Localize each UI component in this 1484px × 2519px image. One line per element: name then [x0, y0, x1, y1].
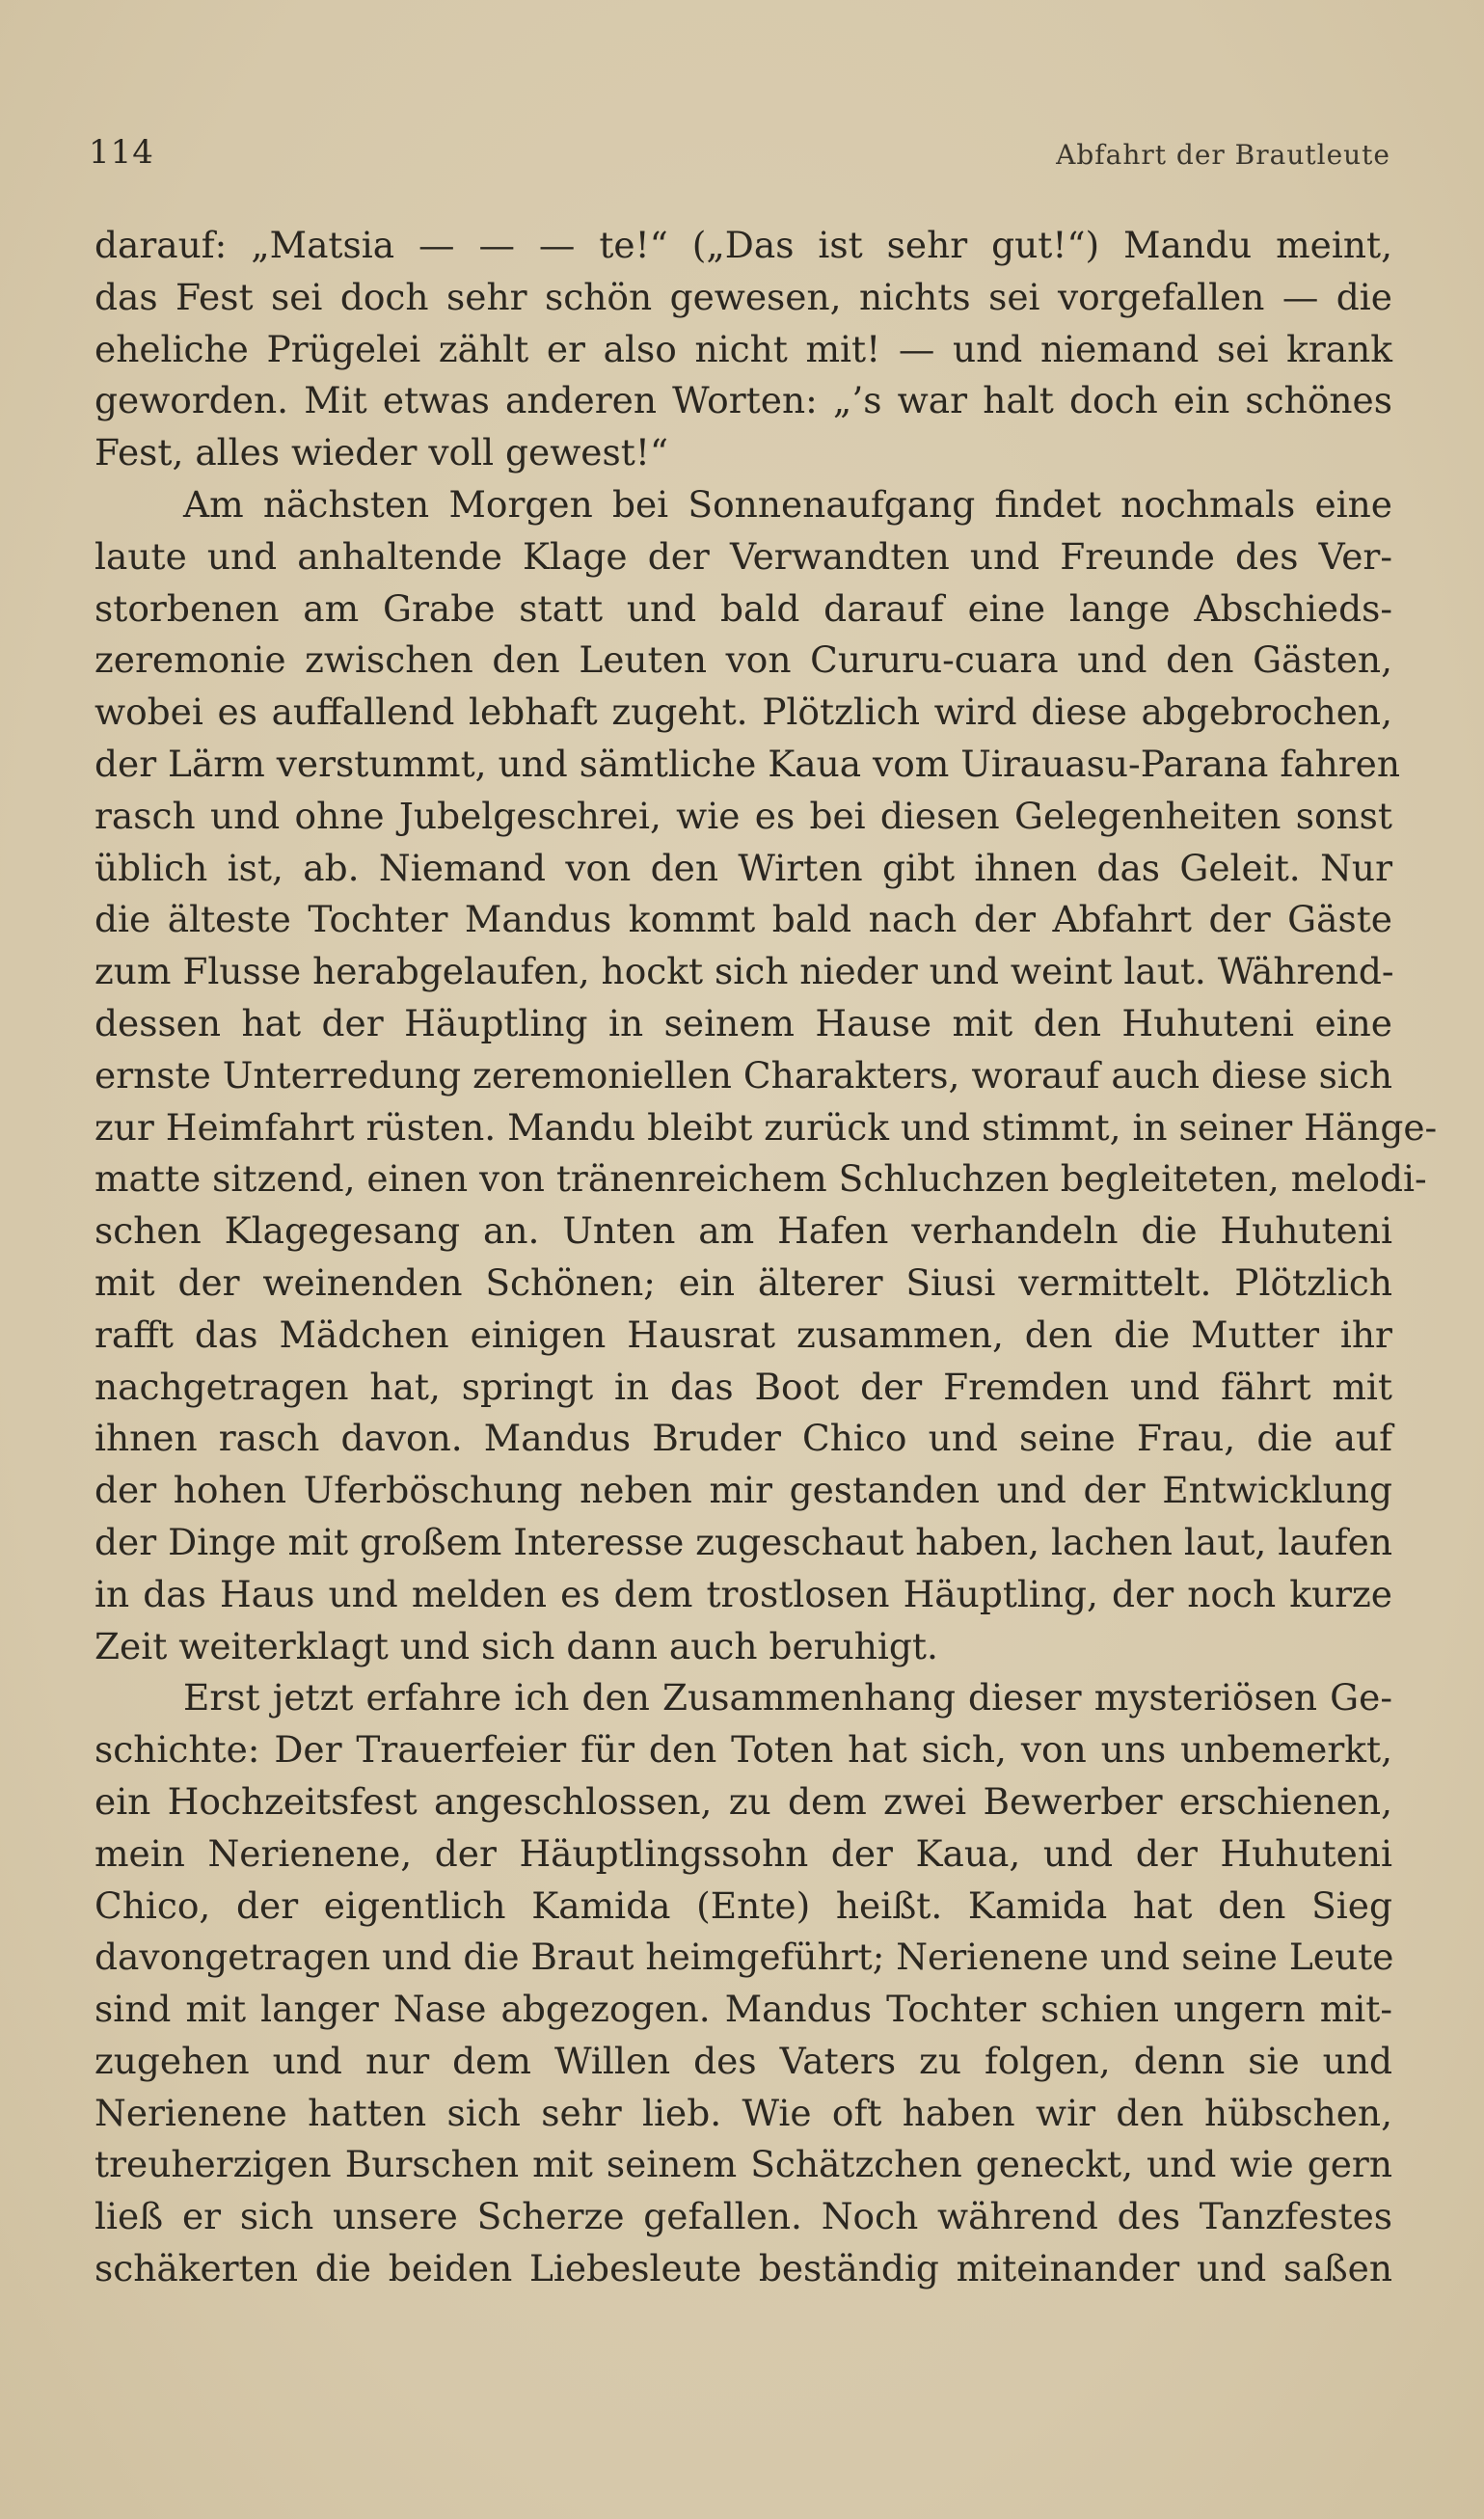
text-line: Erst jetzt erfahre ich den Zusammenhang dieser mysteriösen Ge-	[183, 1676, 1392, 1720]
text-line: laute und anhaltende Klage der Verwandten und Freunde des Ver-	[94, 534, 1392, 578]
text-line: wobei es auffallend lebhaft zugeht. Plötzlich wird diese abgebrochen,	[94, 691, 1392, 734]
text-line: der hohen Uferböschung neben mir gestanden und der Entwicklung	[94, 1469, 1392, 1512]
text-line: schen Klagegesang an. Unten am Hafen verhandeln die Huhuteni	[94, 1209, 1392, 1253]
text-line: Nerienene hatten sich sehr lieb. Wie oft haben wir den hübschen,	[94, 2091, 1392, 2134]
text-line: Chico, der eigentlich Kamida (Ente) heißt. Kamida hat den Sieg	[94, 1883, 1392, 1927]
text-line: darauf: „Matsia — — — te!“ („Das ist sehr gut!“) Mandu meint,	[94, 224, 1392, 266]
text-line: mein Nerienene, der Häuptlingssohn der Kaua, und der Huhuteni	[94, 1831, 1392, 1875]
page-number: 114	[89, 133, 154, 172]
text-line: matte sitzend, einen von tränenreichem Schluchzen begleiteten, melodi-	[94, 1157, 1427, 1201]
text-line: ließ er sich unsere Scherze gefallen. Noch während des Tanzfestes	[94, 2195, 1392, 2238]
paragraph	[94, 479, 1438, 1672]
paragraph	[94, 1672, 1392, 2295]
text-line: mit der weinenden Schönen; ein älterer Siusi vermittelt. Plötzlich	[94, 1260, 1392, 1304]
paragraph	[94, 220, 1392, 479]
text-line: rafft das Mädchen einigen Hausrat zusammen, den die Mutter ihr	[94, 1313, 1392, 1356]
text-line: üblich ist, ab. Niemand von den Wirten gibt ihnen das Geleit. Nur	[94, 846, 1392, 889]
text-line: das Fest sei doch sehr schön gewesen, nichts sei vorgefallen — die	[94, 275, 1392, 318]
text-line: Zeit weiterklagt und sich dann auch beruhigt.	[94, 1624, 938, 1667]
text-line: zur Heimfahrt rüsten. Mandu bleibt zurück und stimmt, in seiner Hänge-	[94, 1105, 1438, 1149]
text-line: rasch und ohne Jubelgeschrei, wie es bei diesen Gelegenheiten sonst	[94, 794, 1392, 837]
text-line: schäkerten die beiden Liebesleute beständig miteinander und saßen	[94, 2247, 1392, 2290]
text-line: ihnen rasch davon. Mandus Bruder Chico und seine Frau, die auf	[94, 1417, 1392, 1460]
text-line: die älteste Tochter Mandus kommt bald nach der Abfahrt der Gäste	[94, 898, 1392, 941]
text-line: geworden. Mit etwas anderen Worten: „’s war halt doch ein schönes	[94, 379, 1392, 422]
text-line: zeremonie zwischen den Leuten von Cururu-cuara und den Gästen,	[94, 638, 1392, 682]
text-line: schichte: Der Trauerfeier für den Toten hat sich, von uns unbemerkt,	[94, 1728, 1392, 1772]
text-line: dessen hat der Häuptling in seinem Hause mit den Huhuteni eine	[94, 1001, 1392, 1044]
text-line: treuherzigen Burschen mit seinem Schätzchen geneckt, und wie gern	[94, 2143, 1392, 2186]
text-line: Am nächsten Morgen bei Sonnenaufgang findet nochmals eine	[183, 482, 1392, 526]
running-header	[89, 133, 1390, 172]
text-line: nachgetragen hat, springt in das Boot der Fremden und fährt mit	[94, 1365, 1392, 1408]
text-line: in das Haus und melden es dem trostlosen Häuptling, der noch kurze	[94, 1572, 1392, 1615]
text-line: der Lärm verstummt, und sämtliche Kaua vom Uirauasu-Parana fahren	[94, 742, 1400, 785]
text-line: sind mit langer Nase abgezogen. Mandus Tochter schien ungern mit-	[94, 1988, 1392, 2031]
text-line: der Dinge mit großem Interesse zugeschaut haben, lachen laut, laufen	[94, 1520, 1392, 1563]
text-line: zugehen und nur dem Willen des Vaters zu folgen, denn sie und	[94, 2039, 1392, 2082]
running-title: Abfahrt der Brautleute	[1056, 139, 1390, 171]
body-text	[94, 220, 1438, 2295]
text-line: zum Flusse herabgelaufen, hockt sich nieder und weint laut. Während-	[94, 950, 1394, 993]
text-line: davongetragen und die Braut heimgeführt; Nerienene und seine Leute	[94, 1936, 1394, 1979]
text-line: Fest, alles wieder voll gewest!“	[94, 431, 669, 474]
text-line: ein Hochzeitsfest angeschlossen, zu dem zwei Bewerber erschienen,	[94, 1779, 1392, 1823]
text-line: ernste Unterredung zeremoniellen Charakters, worauf auch diese sich	[94, 1053, 1392, 1097]
text-line: eheliche Prügelei zählt er also nicht mit! — und niemand sei krank	[94, 327, 1392, 370]
text-line: storbenen am Grabe statt und bald darauf eine lange Abschieds-	[94, 586, 1392, 630]
